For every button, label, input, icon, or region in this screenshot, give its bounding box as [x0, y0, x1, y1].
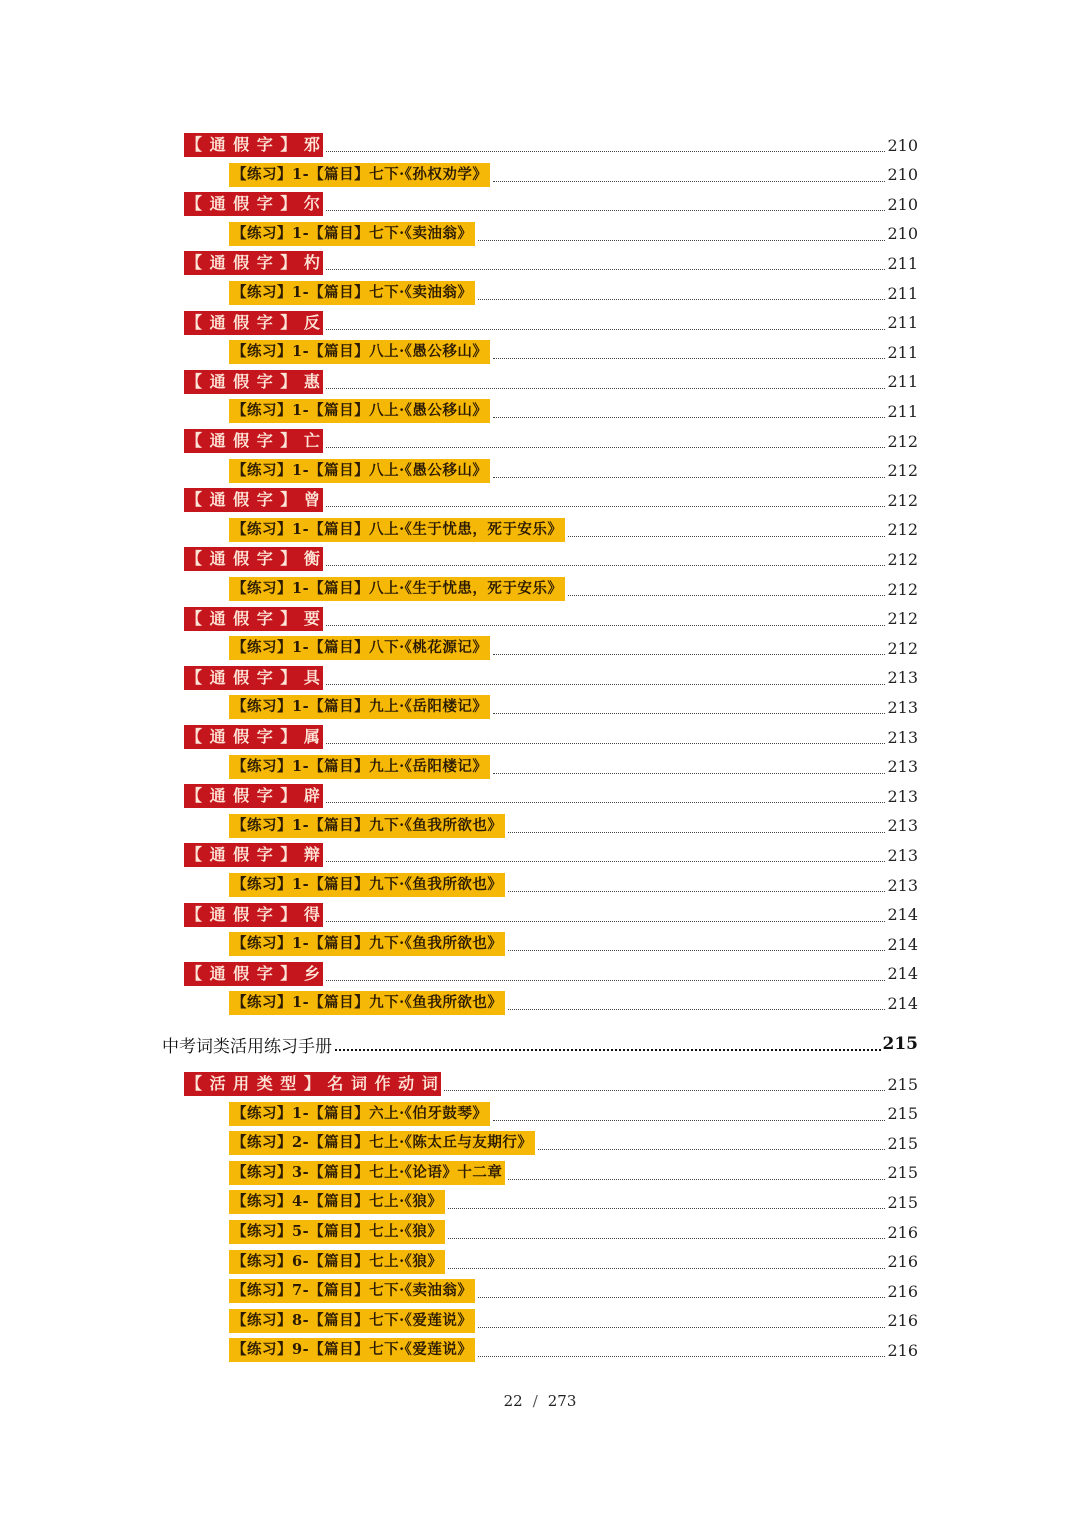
- toc-section-entry[interactable]: [184, 487, 918, 513]
- dot-leader: [326, 743, 886, 744]
- page-separator: /: [532, 1392, 538, 1410]
- toc-exercise-entry[interactable]: [229, 1189, 918, 1215]
- toc-exercise-entry[interactable]: [229, 221, 918, 247]
- dot-leader: [444, 1090, 886, 1091]
- toc-page-number: 215: [887, 1163, 918, 1183]
- toc-exercise-entry[interactable]: [229, 813, 918, 839]
- toc-page-number: 212: [887, 609, 918, 629]
- dot-leader: [568, 595, 885, 596]
- dot-leader: [326, 388, 886, 389]
- toc-exercise-entry[interactable]: [229, 458, 918, 484]
- dot-leader: [568, 536, 885, 537]
- toc-exercise-entry[interactable]: [229, 635, 918, 661]
- dot-leader: [326, 447, 886, 448]
- toc-page-number: 214: [887, 934, 918, 954]
- toc-exercise-entry[interactable]: [229, 694, 918, 720]
- dot-leader: [326, 269, 886, 270]
- toc-page-number: 212: [887, 638, 918, 658]
- toc-entry-label: 【练习】1-【篇目】八上·《生于忧患，死于安乐》: [229, 518, 565, 542]
- toc-entry-label: 【练习】3-【篇目】七上·《论语》十二章: [229, 1161, 505, 1185]
- toc-exercise-entry[interactable]: [229, 162, 918, 188]
- toc-page-number: 214: [887, 905, 918, 925]
- toc-entry-label: 【 通 假 字 】 辟: [184, 784, 323, 808]
- toc-page-number: 211: [887, 372, 918, 392]
- dot-leader: [508, 950, 885, 951]
- dot-leader: [493, 1120, 885, 1121]
- dot-leader: [508, 1179, 885, 1180]
- dot-leader: [326, 565, 886, 566]
- dot-leader: [493, 477, 885, 478]
- toc-page-number: 213: [887, 668, 918, 688]
- toc-page-number: 212: [887, 579, 918, 599]
- toc-page-number: 213: [887, 845, 918, 865]
- toc-page-number: 213: [887, 697, 918, 717]
- page-footer: [0, 1392, 1080, 1410]
- toc-page-number: 215: [887, 1074, 918, 1094]
- toc-section-entry[interactable]: [184, 369, 918, 395]
- toc-exercise-entry[interactable]: [229, 1249, 918, 1275]
- toc-section-entry[interactable]: [184, 842, 918, 868]
- toc-page-number: 212: [887, 549, 918, 569]
- toc-chapter-entry[interactable]: [162, 1031, 918, 1057]
- toc-entry-label: 【练习】1-【篇目】九上·《岳阳楼记》: [229, 695, 490, 719]
- toc-page-number: 210: [887, 194, 918, 214]
- toc-page-number: 212: [887, 490, 918, 510]
- toc-entry-label: 【 通 假 字 】 邪: [184, 133, 323, 157]
- toc-entry-label: 【 活 用 类 型 】 名 词 作 动 词: [184, 1072, 441, 1096]
- toc-entry-label: 【练习】4-【篇目】七上·《狼》: [229, 1190, 445, 1214]
- toc-entry-label: 【 通 假 字 】 具: [184, 666, 323, 690]
- dot-leader: [326, 684, 886, 685]
- toc-page-number: 211: [887, 401, 918, 421]
- toc-page-number: 212: [887, 461, 918, 481]
- toc-page-number: 215: [882, 1034, 918, 1054]
- toc-exercise-entry[interactable]: [229, 339, 918, 365]
- toc-page-number: 214: [887, 993, 918, 1013]
- toc-page-number: 211: [887, 283, 918, 303]
- toc-entry-label: 【练习】1-【篇目】八上·《愚公移山》: [229, 399, 490, 423]
- toc-entry-label: 【 通 假 字 】 曾: [184, 488, 323, 512]
- toc-entry-label: 【练习】1-【篇目】七下·《孙权劝学》: [229, 163, 490, 187]
- dot-leader: [508, 832, 885, 833]
- toc-entry-label: 【练习】1-【篇目】八上·《生于忧患，死于安乐》: [229, 577, 565, 601]
- dot-leader: [326, 151, 886, 152]
- toc-entry-label: 【练习】1-【篇目】六上·《伯牙鼓琴》: [229, 1102, 490, 1126]
- dot-leader: [335, 1049, 881, 1051]
- toc-page-number: 211: [887, 342, 918, 362]
- toc-entry-label: 中考词类活用练习手册: [162, 1036, 332, 1057]
- toc-exercise-entry[interactable]: [229, 517, 918, 543]
- dot-leader: [326, 921, 886, 922]
- dot-leader: [326, 506, 886, 507]
- dot-leader: [326, 802, 886, 803]
- dot-leader: [478, 1356, 885, 1357]
- toc-entry-label: 【 通 假 字 】 要: [184, 607, 323, 631]
- toc-page-number: 213: [887, 727, 918, 747]
- toc-page-number: 214: [887, 964, 918, 984]
- dot-leader: [478, 299, 885, 300]
- toc-entry-label: 【 通 假 字 】 惠: [184, 370, 323, 394]
- toc-exercise-entry[interactable]: [229, 1308, 918, 1334]
- toc-section-entry[interactable]: [184, 250, 918, 276]
- toc-page-number: 215: [887, 1192, 918, 1212]
- toc-section-entry[interactable]: [184, 1071, 918, 1097]
- dot-leader: [326, 329, 886, 330]
- toc-page-number: 215: [887, 1133, 918, 1153]
- toc-page-number: 215: [887, 1104, 918, 1124]
- toc-exercise-entry[interactable]: [229, 754, 918, 780]
- dot-leader: [478, 1297, 885, 1298]
- toc-section-entry[interactable]: [184, 606, 918, 632]
- toc-entry-label: 【练习】1-【篇目】八上·《愚公移山》: [229, 340, 490, 364]
- toc-page-number: 212: [887, 431, 918, 451]
- toc-entry-label: 【练习】1-【篇目】九下·《鱼我所欲也》: [229, 991, 505, 1015]
- dot-leader: [448, 1208, 885, 1209]
- toc-page-number: 212: [887, 520, 918, 540]
- dot-leader: [493, 181, 885, 182]
- toc-entry-label: 【练习】1-【篇目】九下·《鱼我所欲也》: [229, 873, 505, 897]
- toc-entry-label: 【练习】1-【篇目】九下·《鱼我所欲也》: [229, 814, 505, 838]
- dot-leader: [538, 1149, 885, 1150]
- toc-entry-label: 【 通 假 字 】 亡: [184, 429, 323, 453]
- dot-leader: [493, 713, 885, 714]
- toc-section-entry[interactable]: [184, 546, 918, 572]
- dot-leader: [478, 240, 885, 241]
- toc-exercise-entry[interactable]: [229, 398, 918, 424]
- toc-section-entry[interactable]: [184, 310, 918, 336]
- toc-entry-label: 【练习】1-【篇目】八下·《桃花源记》: [229, 636, 490, 660]
- toc-exercise-entry[interactable]: [229, 1130, 918, 1156]
- toc-entry-label: 【练习】1-【篇目】九上·《岳阳楼记》: [229, 755, 490, 779]
- toc-section-entry[interactable]: [184, 902, 918, 928]
- toc-entry-label: 【练习】1-【篇目】八上·《愚公移山》: [229, 459, 490, 483]
- toc-exercise-entry[interactable]: [229, 1101, 918, 1127]
- toc-exercise-entry[interactable]: [229, 872, 918, 898]
- toc-exercise-entry[interactable]: [229, 576, 918, 602]
- toc-entry-label: 【练习】1-【篇目】七下·《卖油翁》: [229, 281, 475, 305]
- toc-page-number: 213: [887, 757, 918, 777]
- toc-page-number: 211: [887, 313, 918, 333]
- toc-exercise-entry[interactable]: [229, 280, 918, 306]
- dot-leader: [326, 980, 886, 981]
- toc-exercise-entry[interactable]: [229, 1278, 918, 1304]
- dot-leader: [326, 625, 886, 626]
- toc-page-number: 216: [887, 1252, 918, 1272]
- toc-page-number: 216: [887, 1340, 918, 1360]
- toc-entry-label: 【练习】1-【篇目】九下·《鱼我所欲也》: [229, 932, 505, 956]
- dot-leader: [448, 1268, 885, 1269]
- toc-section-entry[interactable]: [184, 428, 918, 454]
- toc-entry-label: 【 通 假 字 】 尔: [184, 192, 323, 216]
- toc-page-number: 211: [887, 253, 918, 273]
- toc-entry-label: 【 通 假 字 】 得: [184, 903, 323, 927]
- toc-entry-label: 【练习】2-【篇目】七上·《陈太丘与友期行》: [229, 1131, 535, 1155]
- dot-leader: [326, 210, 886, 211]
- toc-page-number: 210: [887, 165, 918, 185]
- toc-entry-label: 【练习】5-【篇目】七上·《狼》: [229, 1220, 445, 1244]
- toc-entry-label: 【 通 假 字 】 辩: [184, 843, 323, 867]
- toc-entry-label: 【练习】7-【篇目】七下·《卖油翁》: [229, 1279, 475, 1303]
- toc-page-number: 213: [887, 786, 918, 806]
- toc-entry-label: 【 通 假 字 】 衡: [184, 547, 323, 571]
- dot-leader: [508, 891, 885, 892]
- toc-entry-label: 【 通 假 字 】 属: [184, 725, 323, 749]
- toc-page-number: 213: [887, 875, 918, 895]
- toc-section-entry[interactable]: [184, 665, 918, 691]
- dot-leader: [493, 417, 885, 418]
- toc-page-number: 216: [887, 1311, 918, 1331]
- toc-entry-label: 【练习】1-【篇目】七下·《卖油翁》: [229, 222, 475, 246]
- toc-exercise-entry[interactable]: [229, 931, 918, 957]
- dot-leader: [493, 358, 885, 359]
- toc-section-entry[interactable]: [184, 783, 918, 809]
- toc-page-number: 216: [887, 1222, 918, 1242]
- toc-page-number: 210: [887, 135, 918, 155]
- toc-page-number: 216: [887, 1281, 918, 1301]
- dot-leader: [508, 1009, 885, 1010]
- toc-section-entry[interactable]: [184, 191, 918, 217]
- toc-entry-label: 【 通 假 字 】 乡: [184, 962, 323, 986]
- toc-exercise-entry[interactable]: [229, 1160, 918, 1186]
- current-page-number: 22: [503, 1392, 523, 1410]
- dot-leader: [448, 1238, 885, 1239]
- toc-entry-label: 【练习】6-【篇目】七上·《狼》: [229, 1250, 445, 1274]
- toc-entry-label: 【 通 假 字 】 反: [184, 311, 323, 335]
- toc-page-number: 210: [887, 224, 918, 244]
- dot-leader: [478, 1327, 885, 1328]
- toc-exercise-entry[interactable]: [229, 1219, 918, 1245]
- toc-section-entry[interactable]: [184, 724, 918, 750]
- toc-exercise-entry[interactable]: [229, 990, 918, 1016]
- toc-section-entry[interactable]: [184, 961, 918, 987]
- toc-entry-label: 【 通 假 字 】 杓: [184, 251, 323, 275]
- dot-leader: [326, 861, 886, 862]
- dot-leader: [493, 654, 885, 655]
- toc-entry-label: 【练习】9-【篇目】七下·《爱莲说》: [229, 1338, 475, 1362]
- toc-exercise-entry[interactable]: [229, 1337, 918, 1363]
- dot-leader: [493, 773, 885, 774]
- total-page-count: 273: [547, 1392, 577, 1410]
- toc-section-entry[interactable]: [184, 132, 918, 158]
- toc-page-number: 213: [887, 816, 918, 836]
- toc-entry-label: 【练习】8-【篇目】七下·《爱莲说》: [229, 1309, 475, 1333]
